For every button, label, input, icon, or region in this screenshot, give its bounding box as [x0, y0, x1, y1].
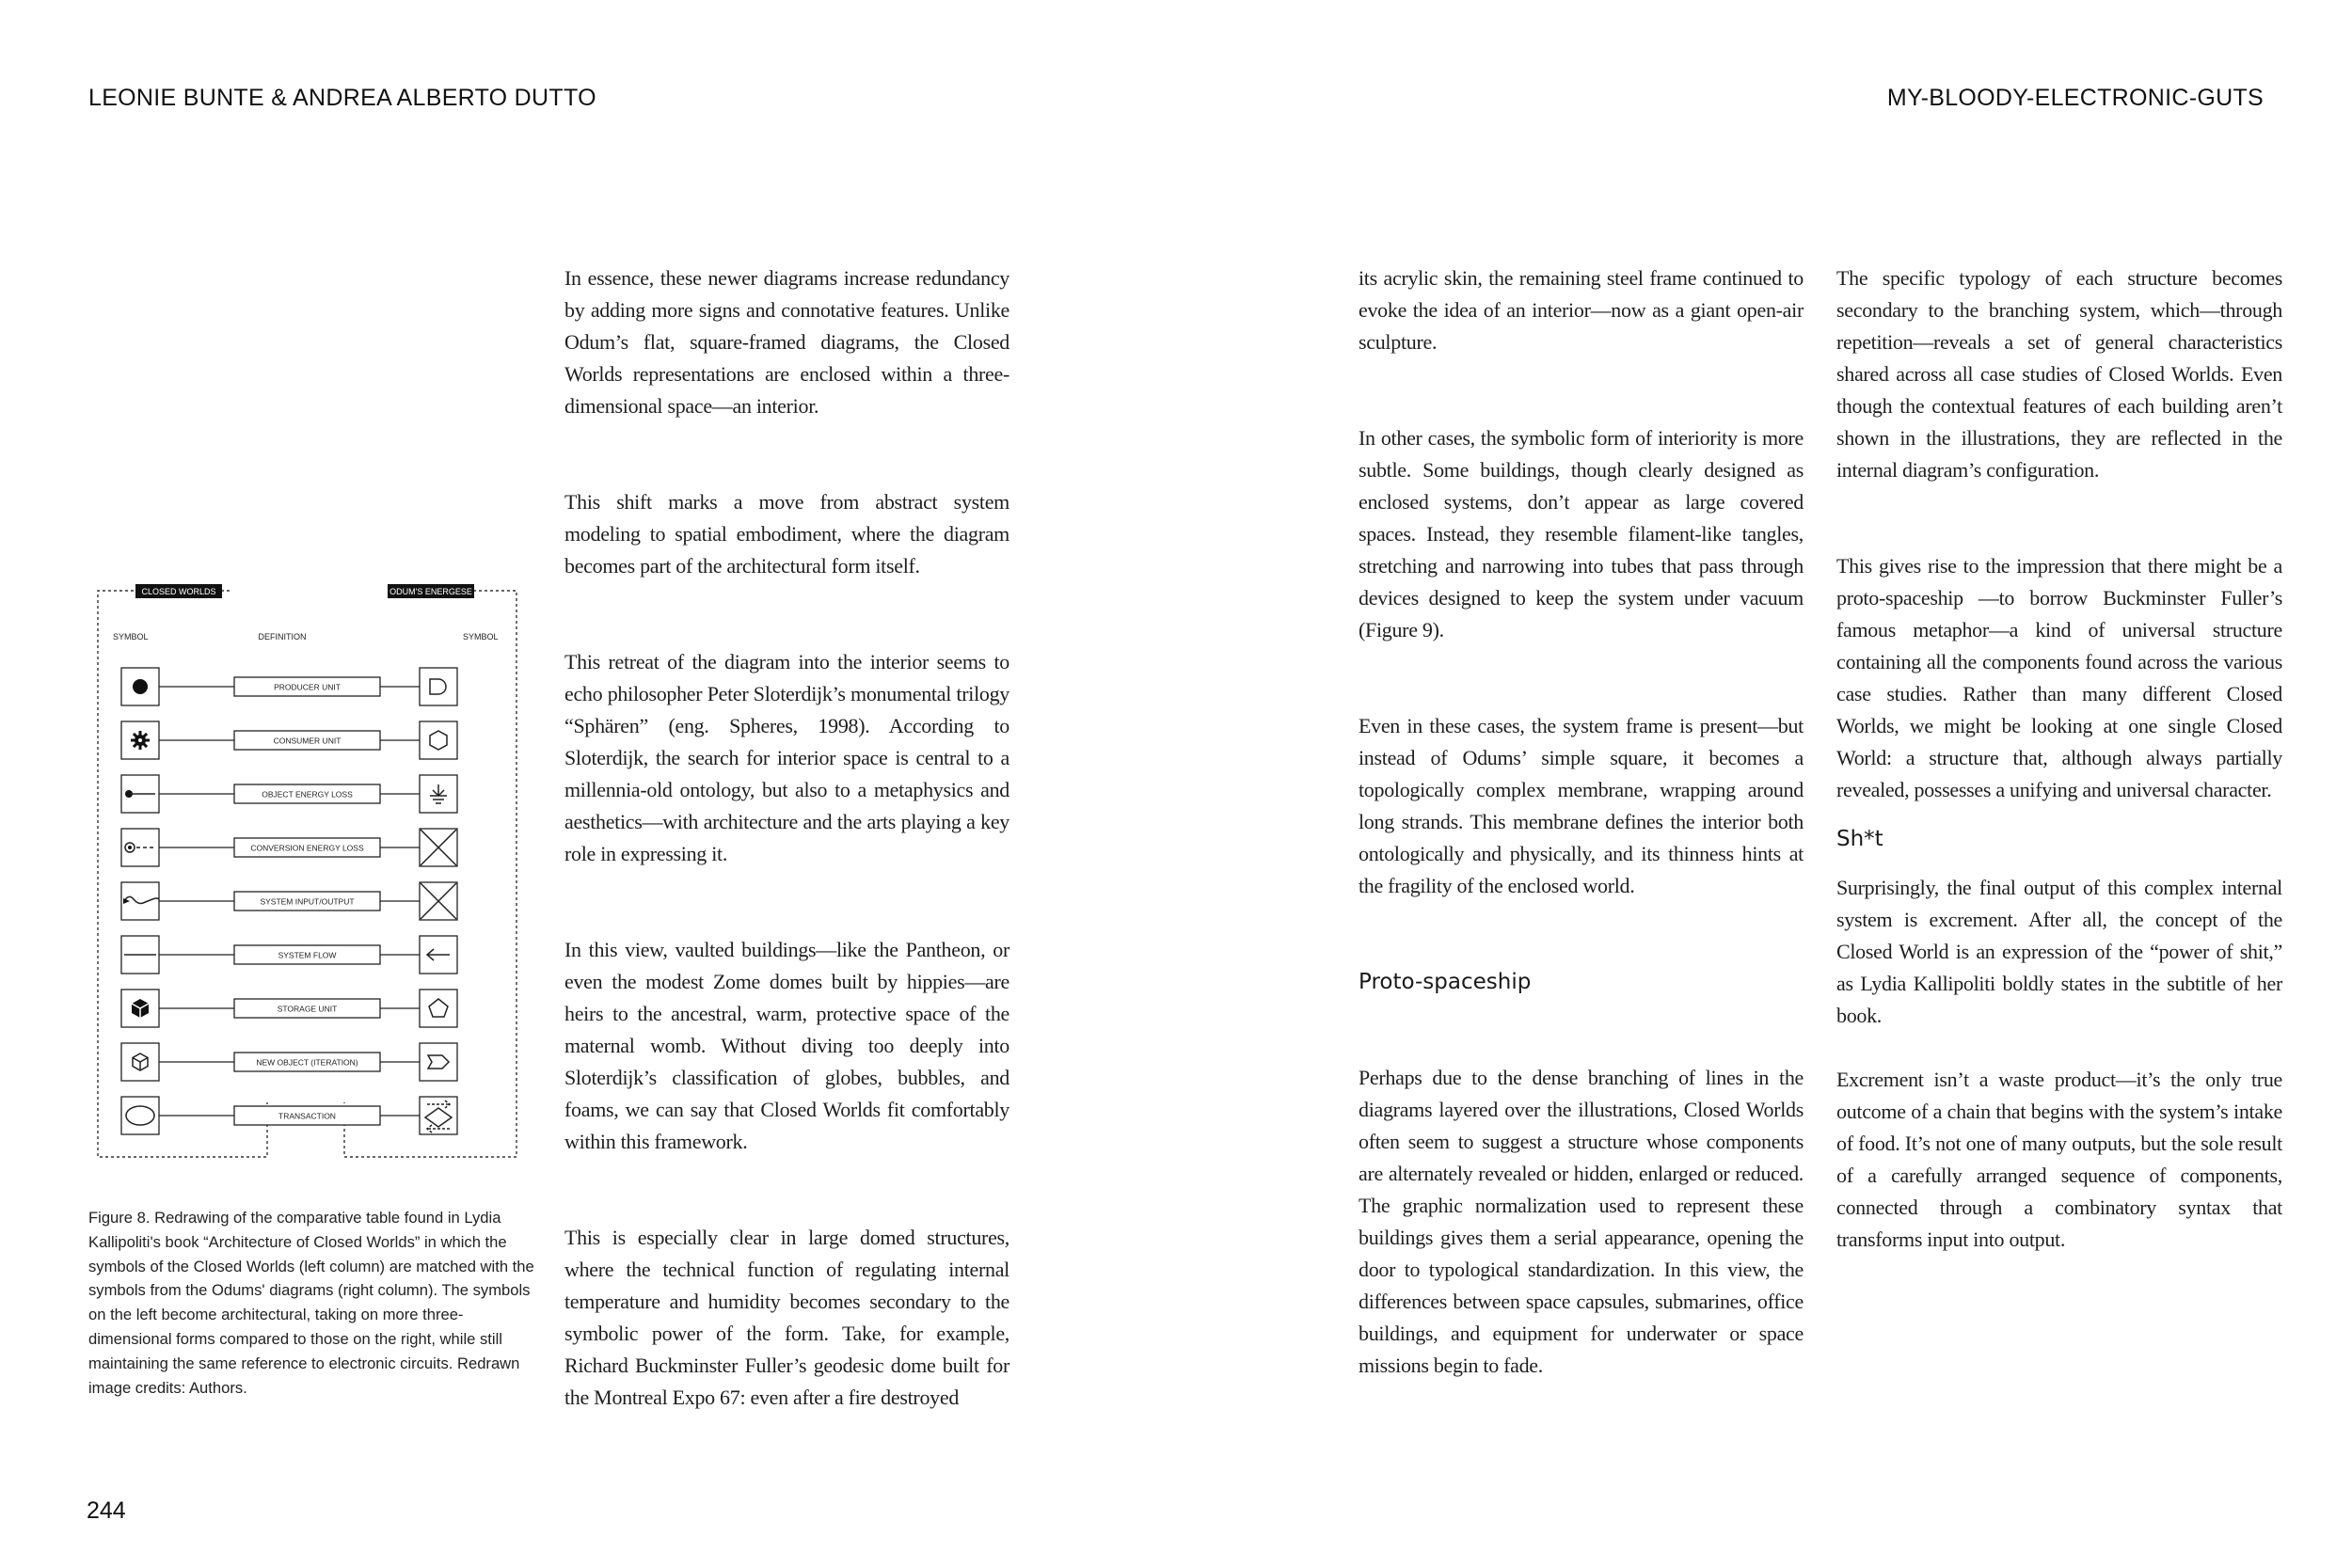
tag-shape-icon — [428, 1055, 449, 1069]
frame-left-dashed — [98, 591, 267, 1157]
cube-box-icon — [132, 999, 149, 1018]
target-dashed-line-icon — [125, 843, 156, 852]
tag-closed-worlds: CLOSED WORLDS — [141, 587, 216, 596]
text-column-2 — [1359, 262, 1804, 1382]
definition-label: STORAGE UNIT — [277, 1004, 338, 1014]
definition-label: SYSTEM INPUT/OUTPUT — [260, 896, 355, 907]
definition-label: CONVERSION ENERGY LOSS — [250, 843, 364, 853]
arrow-left-icon — [427, 949, 450, 960]
definition-label: OBJECT ENERGY LOSS — [262, 789, 353, 800]
figure-row — [121, 775, 457, 813]
paragraph: Even in these cases, the system frame is present—but instead of Odums’ simple square, it becomes a topologically complex membrane, wrapping around long strands. This membrane defines the interior both ontologically and physically, and its thinness hints at the fragility of the enclosed world. — [1359, 714, 1804, 897]
filled-circle-icon — [133, 679, 148, 694]
paragraph: Surprisingly, the final output of this complex internal system is excrement. After all, the concept of the Closed World is an expression of the “power of shit,” as Lydia Kallipoliti boldly states in the subtitle of her book. — [1836, 876, 2282, 1027]
paragraph: In this view, vaulted buildings—like the Pantheon, or even the modest Zome domes built by hippies—are heirs to the ancestral, warm, protective space of the maternal womb. Without diving too deeply into Sloterdijk’s classification of globes, bubbles, and foams, we can say that Closed Worlds fit comfortably within this framework. — [564, 938, 1009, 1153]
paragraph: its acrylic skin, the remaining steel frame continued to evoke the idea of an interior—now as a giant open-air sculpture. — [1359, 266, 1804, 354]
frame-right-dashed — [344, 591, 516, 1157]
paragraph: Perhaps due to the dense branching of lines in the diagrams layered over the illustrations, Closed Worlds often seem to suggest a structure whose components are alternately revealed or hidden, enlarged or reduced. The graphic normalization used to represent these buildings gives them a serial appearance, opening the door to typological standardization. In this view, the differences between space capsules, submarines, office buildings, and equipment for underwater or space missions begin to fade. — [1359, 1066, 1804, 1377]
section-heading-proto-spaceship: Proto-spaceship — [1359, 970, 1532, 994]
definition-label: CONSUMER UNIT — [273, 736, 342, 746]
crossed-box-icon — [421, 883, 456, 919]
paragraph: This shift marks a move from abstract system modeling to spatial embodiment, where the diagram becomes part of the architectural form itself. — [564, 490, 1009, 578]
col-symbol-left: SYMBOL — [113, 632, 149, 641]
ground-symbol-icon — [430, 784, 447, 803]
paragraph: This gives rise to the impression that there might be a proto-spaceship —to borrow Buckminster Fuller’s famous metaphor—a kind of universal structure containing all the components found across the various case studies. Rather than many different Closed Worlds, we might be looking at one single Closed World: a structure that, although always partially revealed, possesses a unifying and universal character. — [1836, 554, 2282, 801]
figure-row — [121, 668, 457, 705]
ellipse-icon — [126, 1106, 154, 1125]
page-number: 244 — [87, 1497, 126, 1524]
right-symbol-box — [420, 721, 457, 759]
figure-row — [121, 1043, 457, 1081]
definition-label: NEW OBJECT (ITERATION) — [256, 1057, 358, 1068]
right-symbol-box — [420, 1043, 457, 1081]
text-column-3 — [1836, 262, 2282, 1256]
paragraph: In essence, these newer diagrams increase redundancy by adding more signs and connotative features. Unlike Odum’s flat, square-framed diagrams, the Closed Worlds representations are enclosed within a three-dimensional space—an interior. — [564, 266, 1009, 418]
paragraph: In other cases, the symbolic form of interiority is more subtle. Some buildings, though clearly designed as enclosed systems, don’t appear as large covered spaces. Instead, they resemble filament-like tangles, stretching and narrowing into tubes that pass through devices designed to keep the system under vacuum (Figure 9). — [1359, 426, 1804, 641]
left-symbol-box — [121, 1097, 159, 1134]
figure-row — [121, 882, 457, 920]
gear-icon — [131, 731, 150, 750]
definition-label: PRODUCER UNIT — [274, 682, 341, 692]
text-column-1 — [564, 262, 1009, 1414]
figure-row — [121, 1097, 457, 1134]
paragraph: The specific typology of each structure becomes secondary to the branching system, which—through repetition—reveals a set of general characteristics shared across all case studies of Closed Worlds. Even though the contextual features of each building aren’t shown in the illustrations, they are reflected in the internal diagram’s configuration. — [1836, 266, 2282, 482]
pentagon-icon — [429, 999, 448, 1017]
col-symbol-right: SYMBOL — [463, 632, 499, 641]
figure-row — [121, 936, 457, 974]
section-heading-sht: Sh*t — [1836, 827, 1883, 851]
definition-label: SYSTEM FLOW — [278, 950, 337, 960]
paragraph: This retreat of the diagram into the interior seems to echo philosopher Peter Sloterdijk’s monumental trilogy “Sphären” (eng. Spheres, 1998). According to Sloterdijk, the search for interior space is central to a millennia-old ontology, but also to a metaphysics and aesthetics—with architecture and the arts playing a key role in expressing it. — [564, 650, 1009, 865]
hexagon-icon — [430, 731, 447, 750]
cube-icon — [133, 1053, 148, 1070]
right-symbol-box — [420, 990, 457, 1027]
wave-icon — [123, 896, 159, 904]
running-header-title: MY-BLOODY-ELECTRONIC-GUTS — [1886, 85, 2264, 111]
crossed-box-icon — [421, 830, 456, 865]
figure-caption: Figure 8. Redrawing of the comparative table found in Lydia Kallipoliti's book “Architecture of Closed Worlds” in which the symbols of the Closed Worlds (left column) are matched with the symbols from the Odums' diagrams (right column). The symbols on the left become architectural, taking on more three-dimensional forms compared to those on the right, while still maintaining the same reference to electronic circuits. Redrawn image credits: Authors. — [88, 1209, 534, 1397]
bullet-shape-icon — [430, 679, 446, 694]
paragraph: This is especially clear in large domed structures, where the technical function of regulating internal temperature and humidity becomes secondary to the symbolic power of the form. Take, for example, Richard Buckminster Fuller’s geodesic dome built for the Montreal Expo 67: even after a fire destroyed — [564, 1226, 1009, 1409]
paragraph: Excrement isn’t a waste product—it’s the only true outcome of a chain that begins with the system’s intake of food. It’s not one of many outputs, but the sole result of a carefully arranged sequence of components, connected through a combinatory syntax that transforms input into output. — [1836, 1068, 2282, 1251]
col-definition: DEFINITION — [258, 632, 307, 641]
figure-row — [121, 990, 457, 1027]
figure-row — [121, 721, 457, 759]
right-symbol-box — [420, 668, 457, 705]
running-header-authors: LEONIE BUNTE & ANDREA ALBERTO DUTTO — [88, 85, 596, 111]
tag-odums-energese: ODUM'S ENERGESE — [389, 587, 472, 596]
definition-label: TRANSACTION — [278, 1111, 336, 1121]
dot-line-icon — [125, 790, 155, 798]
figure-rows — [121, 668, 457, 1134]
figure-comparison-table — [88, 576, 523, 1166]
figure-row — [121, 829, 457, 866]
transaction-diamond-icon — [425, 1101, 452, 1132]
